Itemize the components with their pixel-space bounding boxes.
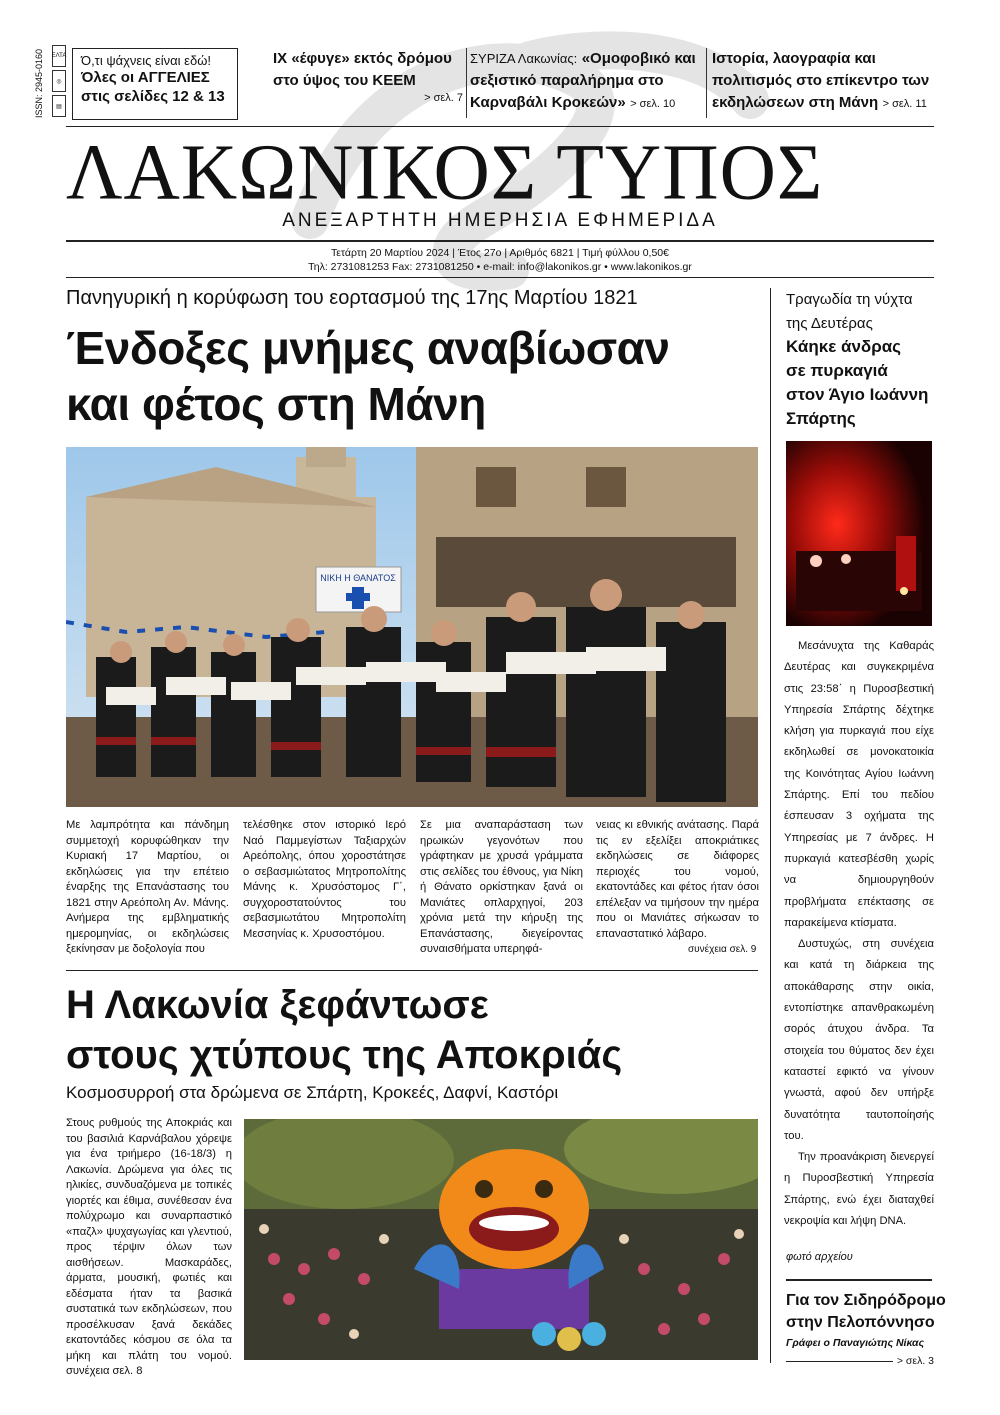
carnival-subtitle: Κοσμοσυρροή στα δρώμενα σε Σπάρτη, Κροκεές, Δαφνί, Καστόρι xyxy=(66,1083,559,1102)
elta-badges xyxy=(52,45,68,119)
headline-line: Κάηκε άνδρας xyxy=(786,337,902,356)
teaser-page-ref: > σελ. 10 xyxy=(630,98,676,110)
classifieds-ad-box[interactable] xyxy=(72,48,238,120)
masthead-title: ΛΑΚΩΝΙΚΟΣ ΤΥΠΟΣ xyxy=(66,127,824,216)
railway-page-ref[interactable] xyxy=(786,1355,934,1367)
banner-text: ΝΙΚΗ Η ΘΑΝΑΤΟΣ xyxy=(320,573,396,583)
carnival-body-text: Στους ρυθμούς της Αποκριάς και του βασιλιά Καρνάβαλου χόρεψε για ένα τριήμερο (16-18/3) η Λακωνία. Δρώμενα για όλες τις ηλικίες, συνδυαζόμενα με τοπικές γιορτές και έθιμα, συνέθεσαν ένα πολύχρωμο και συναρπαστικό «παζλ» ψυχαγωγίας και γλεντιού, προς τέρψιν όλων των αισθήσεων. Μασκαράδες, άρματα, μουσική, φωτιές και εδέσματα ήταν τα βασικά συστατικά των εκδηλώσεων, που προσέλκυσαν ξανά δεκάδες εκατοντάδες κόσμου σε όλα τα μήκη και πλάτη του νομού. xyxy=(66,1117,232,1362)
sidebar-divider xyxy=(770,288,771,1363)
masthead-bottom-rule xyxy=(66,277,934,278)
elta-label: ΕΛΤΑ xyxy=(52,45,66,67)
headline-line: στον Άγιο Ιωάννη xyxy=(786,385,929,404)
headline-line: στους χτύπους της Αποκριάς xyxy=(66,1033,623,1077)
railway-story-headline[interactable] xyxy=(786,1290,946,1334)
kicker-line: της Δευτέρας xyxy=(786,315,873,332)
fire-story-body xyxy=(784,636,934,1232)
teaser-car-accident[interactable] xyxy=(273,48,463,104)
ad-headline: Όλες οι ΑΓΓΕΛΙΕΣ xyxy=(81,69,210,86)
carnival-float-photo xyxy=(244,1119,758,1360)
fire-truck-photo xyxy=(786,441,932,626)
teaser-page-ref: > σελ. 11 xyxy=(882,98,927,110)
postal-stamp-icon: ◎ xyxy=(52,70,66,92)
masthead-rule xyxy=(66,240,934,242)
teaser-title: Ιστορία, λαογραφία και πολιτισμός στο επίκεντρο των εκδηλώσεων στη Μάνη xyxy=(712,50,930,111)
sidebar-kicker xyxy=(786,288,913,336)
headline-line: σε πυρκαγιά xyxy=(786,361,888,380)
teaser-syriza[interactable] xyxy=(470,48,702,114)
main-story-col-2: τελέσθηκε στον ιστορικό Ιερό Ναό Παμμεγίστων Ταξιαρχών Αρεόπολης, όπου χοροστάτησε ο σεβασμιώτατος Μητροπολίτης Μάνης κ. Χρυσόστομος Γ΄, συγχοροστατούντος του σεβασμιωτάτου Μητροπολίτη Μεσσηνίας κ. Χρυσοστόμου. xyxy=(243,819,406,940)
main-story-col-4: νειας κι εθνικής ανάτασης. Παρά τις εν εξελίξει αποκριάτικες εκδηλώσεις σε διάφορες περιοχές του νομού, εκατοντάδες και φέτος ήταν όσοι επέλεξαν να τιμήσουν την ημέρα που οι Μανιάτες σήκωσαν το επαναστατικό λάβαρο. xyxy=(596,819,759,940)
section-divider xyxy=(66,970,758,971)
main-story-kicker: Πανηγυρική η κορύφωση του εορτασμού της 17ης Μαρτίου 1821 xyxy=(66,287,638,309)
author-byline: Γράφει ο Παναγιώτης Νίκας xyxy=(786,1337,925,1349)
fire-story-headline[interactable] xyxy=(786,335,928,431)
masthead-subtitle: ΑΝΕΞΑΡΤΗΤΗ ΗΜΕΡΗΣΙΑ ΕΦΗΜΕΡΙΔΑ xyxy=(282,210,718,231)
issue-info xyxy=(240,246,760,274)
headline-line: Η Λακωνία ξεφάντωσε xyxy=(66,983,489,1027)
headline-line: Σπάρτης xyxy=(786,409,856,428)
ref-line xyxy=(786,1361,893,1362)
teaser-page-ref: > σελ. 7 xyxy=(424,92,463,104)
ref-text: > σελ. 3 xyxy=(896,1355,934,1367)
main-story-col-1: Με λαμπρότητα και πάνδημη συμμετοχή κορυφώθηκαν την Κυριακή 17 Μαρτίου, οι εκδηλώσεις για την επέτειο έναρξης της Επανάστασης του 1821 στην Αρεόπολη Αν. Μάνης. Ανήμερα της εμβληματικής ημερομηνίας, οι εκδηλώσεις ξεκίνησαν με δοξολογία που xyxy=(66,819,229,955)
carnival-body xyxy=(66,1116,232,1380)
ad-tagline: Ό,τι ψάχνεις είναι εδώ! xyxy=(81,53,211,68)
body-paragraph: Μεσάνυχτα της Καθαράς Δευτέρας και συγκεκριμένα στις 23:58΄ η Πυροσβεστική Υπηρεσία Σπάρτης δέχτηκε κλήση για πυρκαγιά που είχε εκδηλωθεί σε μονοκατοικία της Κοινότητας Αγίου Ιωάννη Σπάρτης. Επί του πεδίου έσπευσαν 3 οχήματα της Υπηρεσίας με 7 άνδρες. Η πυρκαγιά κατεσβέσθη χωρίς να δημιουργηθούν προβλήματα επέκτασης σε παρακείμενα κτίσματα. xyxy=(784,640,934,929)
teaser-prefix: ΣΥΡΙΖΑ Λακωνίας: xyxy=(470,51,578,66)
carnival-headline[interactable] xyxy=(66,980,766,1080)
headline-line: στην Πελοπόννησο xyxy=(786,1314,935,1331)
teaser-mani-culture[interactable] xyxy=(712,48,937,114)
body-paragraph: Την προανάκριση διενεργεί η Πυροσβεστική Υπηρεσία Σπάρτης, ενώ έχει διαταχθεί νεκροψία και λήψη DNA. xyxy=(784,1151,934,1228)
teaser-divider xyxy=(706,48,707,118)
body-paragraph: Δυστυχώς, στη συνέχεια και κατά τη διάρκεια της αποκάθαρσης στην οικία, εντοπίστηκε απανθρακωμένη σορός άτυχου άνδρα. Τα στοιχεία του θύματος δεν έχει καταστεί εφικτό να γίνουν γνωστά, αφού δεν υπήρξε δυνατότητα ταυτοποίησής του. xyxy=(784,938,934,1142)
mani-dancers-photo xyxy=(66,447,758,807)
photo-credit: φωτό αρχείου xyxy=(786,1251,853,1263)
issn-strip xyxy=(30,45,70,120)
main-story-continued-link[interactable]: συνέχεια σελ. 9 xyxy=(688,944,757,955)
kicker-line: Τραγωδία τη νύχτα xyxy=(786,291,913,308)
carnival-continued-link[interactable]: συνέχεια σελ. 8 xyxy=(66,1365,143,1377)
teaser-title: «Ομοφοβικό και σεξιστικό παραλήρημα στο Καρναβάλι Κροκεών» xyxy=(470,50,696,111)
sidebar-rule xyxy=(786,1279,932,1281)
main-story-col-3: Σε μια αναπαράσταση των ηρωικών γεγονότων που γράφτηκαν με χρυσά γράμματα στις σελίδες του έθνους, για Νίκη ή Θάνατο ορκίστηκαν ξανά οι Μανιάτες οπλαρχηγοί, 203 χρόνια μετά την κήρυξη της Επανάστασης, διεγείροντας συναισθήματα υπερηφά- xyxy=(420,819,583,955)
postal-code-icon: ▤ xyxy=(52,95,66,117)
headline-line: Για τον Σιδηρόδρομο xyxy=(786,1292,946,1309)
contact-line: Τηλ: 2731081253 Fax: 2731081250 • e-mail: info@lakonikos.gr • www.lakonikos.gr xyxy=(308,261,692,273)
main-story-headline[interactable] xyxy=(66,320,766,432)
issn-number: ISSN: 2945-0160 xyxy=(34,49,44,119)
headline-line: και φέτος στη Μάνη xyxy=(66,378,486,430)
teaser-title: ΙΧ «έφυγε» εκτός δρόμου στο ύψος του ΚΕΕΜ xyxy=(273,50,452,89)
headline-line: Ένδοξες μνήμες αναβίωσαν xyxy=(66,322,670,374)
issue-date-line: Τετάρτη 20 Μαρτίου 2024 | Έτος 27ο | Αριθμός 6821 | Τιμή φύλλου 0,50€ xyxy=(330,247,669,259)
teaser-divider xyxy=(466,48,467,118)
ad-pages: στις σελίδες 12 & 13 xyxy=(81,88,225,105)
